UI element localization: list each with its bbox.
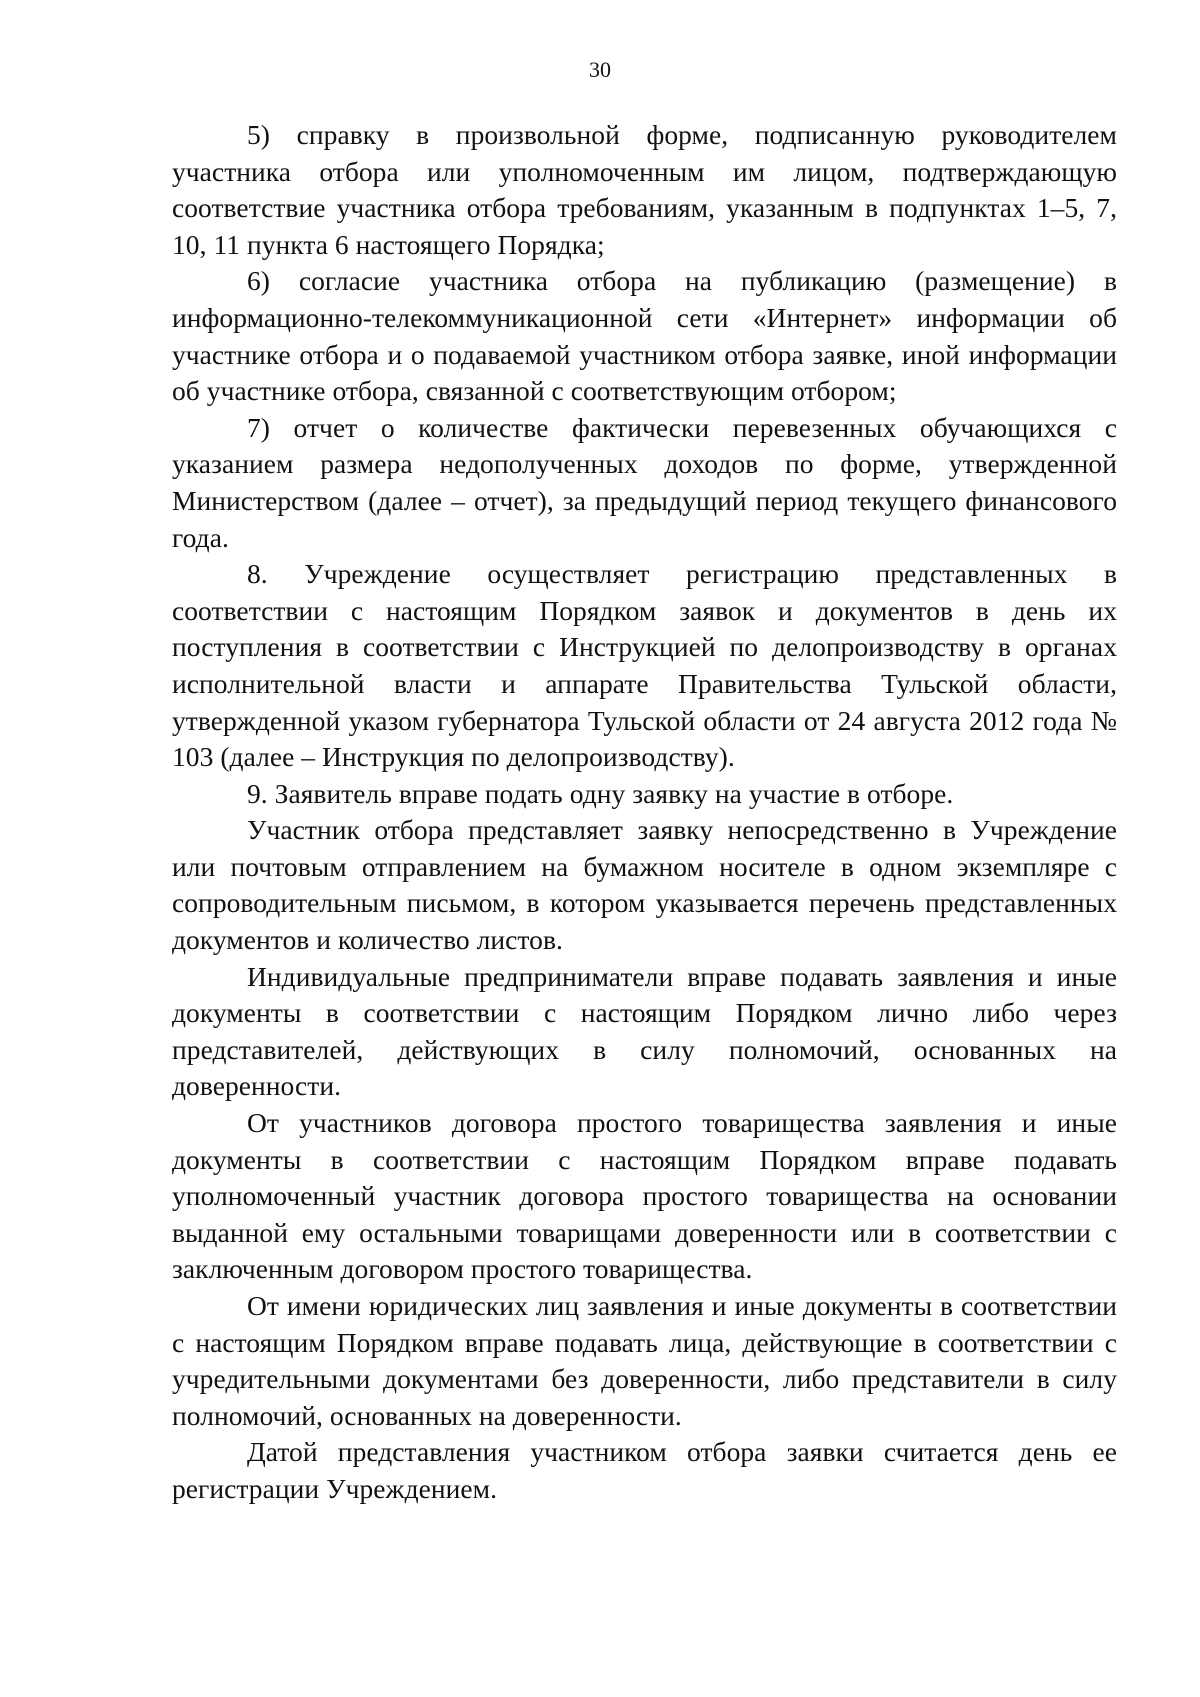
page-number: 30 xyxy=(589,57,611,82)
paragraph-submission-method: Участник отбора представляет заявку непосредственно в Учреждение или почтовым отправлением на бумажном носителе в одном экземпляре с сопроводительным письмом, в котором указывается перечень представленных документов и количество листов. xyxy=(172,814,1117,956)
paragraph-simple-partnership: От участников договора простого товарищества заявления и иные документы в соответствии с настоящим Порядком вправе подавать уполномоченный участник договора простого товарищества на основании выданной ему остальными товарищами доверенности или в соответствии с заключенным договором простого товарищества. xyxy=(172,1107,1117,1285)
page-body xyxy=(172,117,1117,1508)
paragraph-individual-entrepreneurs: Индивидуальные предприниматели вправе подавать заявления и иные документы в соответствии с настоящим Порядком лично либо через представителей, действующих в силу полномочий, основанных на доверенности. xyxy=(172,960,1117,1102)
paragraph-item-5: 5) справку в произвольной форме, подписанную руководителем участника отбора или уполномоченным им лицом, подтверждающую соответствие участника отбора требованиям, указанным в подпунктах 1–5, 7, 10, 11 пункта 6 настоящего Порядка; xyxy=(172,119,1117,260)
paragraph-submission-date: Датой представления участником отбора заявки считается день ее регистрации Учреждением. xyxy=(172,1436,1117,1504)
paragraph-item-7: 7) отчет о количестве фактически перевезенных обучающихся с указанием размера недополученных доходов по форме, утвержденной Министерством (далее – отчет), за предыдущий период текущего финансового года. xyxy=(172,411,1117,553)
paragraph-legal-entities: От имени юридических лиц заявления и иные документы в соответствии с настоящим Порядком вправе подавать лица, действующие в соответствии с учредительными документами без доверенности, либо представители в силу полномочий, основанных на доверенности. xyxy=(172,1290,1117,1431)
paragraph-section-8: 8. Учреждение осуществляет регистрацию представленных в соответствии с настоящим Порядком заявок и документов в день их поступления в соответствии с Инструкцией по делопроизводству в органах исполнительной власти и аппарате Правительства Тульской области, утвержденной указом губернатора Тульской области от 24 августа 2012 года № 103 (далее – Инструкция по делопроизводству). xyxy=(172,558,1117,773)
paragraph-section-9: 9. Заявитель вправе подать одну заявку на участие в отборе. xyxy=(247,777,954,809)
paragraph-item-6: 6) согласие участника отбора на публикацию (размещение) в информационно-телекоммуникационной сети «Интернет» информации об участнике отбора и о подаваемой участником отбора заявке, иной информации об участнике отбора, связанной с соответствующим отбором; xyxy=(172,265,1117,407)
